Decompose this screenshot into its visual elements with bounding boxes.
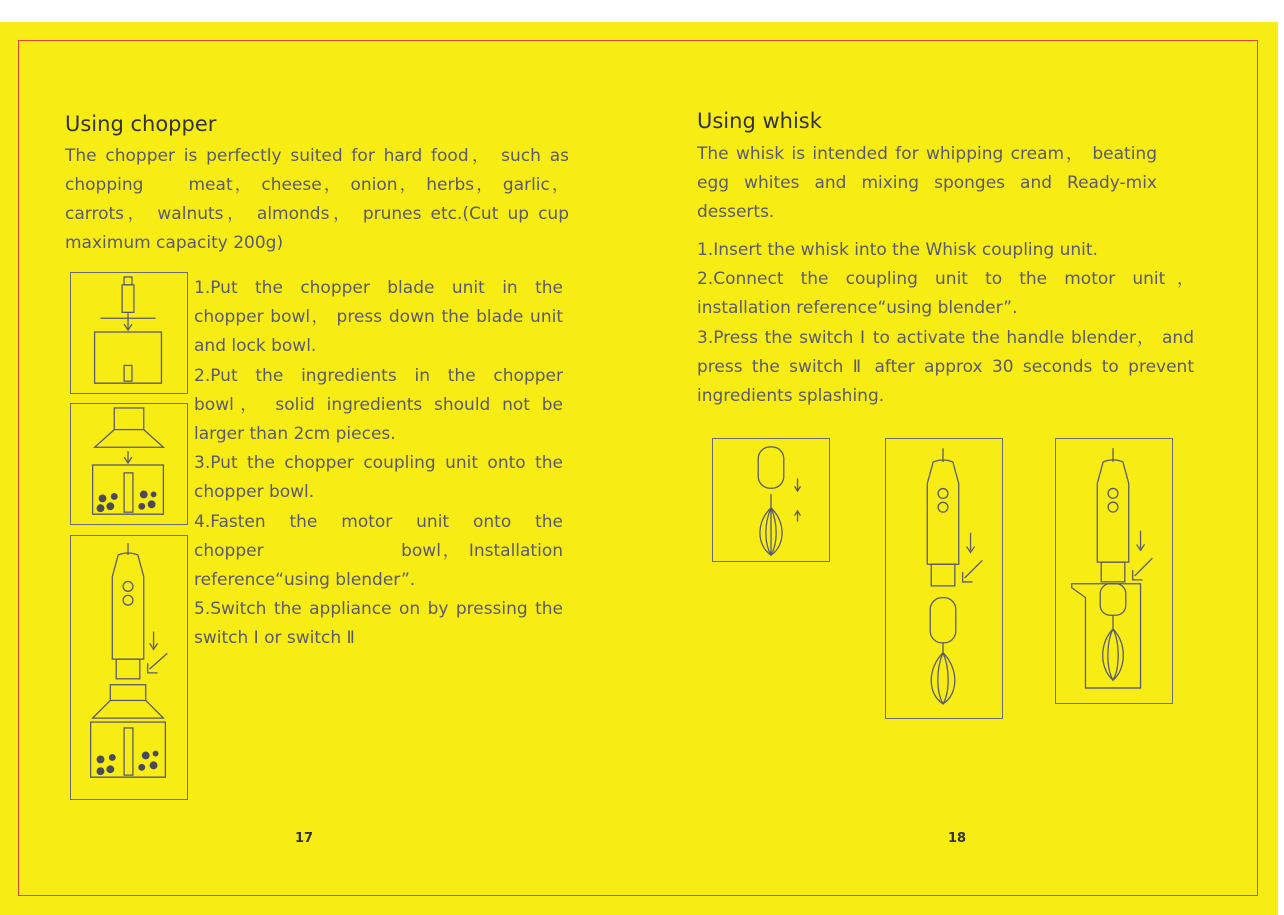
manual-spread	[0, 22, 1278, 915]
chopper-step-4: 4.Fasten the motor unit onto the chopper bowl， Installation reference“using blender”.	[194, 511, 563, 591]
page-number-left: 17	[295, 831, 314, 846]
chopper-blade-bowl-illustration	[70, 272, 188, 394]
whisk-title: Using whisk	[697, 109, 822, 133]
chopper-step-1: 1.Put the chopper blade unit in the chopper bowl， press down the blade unit and lock bowl.	[194, 278, 563, 357]
chopper-title: Using chopper	[65, 112, 217, 136]
whisk-steps	[697, 236, 1194, 411]
whisk-intro: The whisk is intended for whipping cream， beating egg whites and mixing sponges and Ready-mix desserts.	[697, 144, 1157, 222]
whisk-step-2: 2.Connect the coupling unit to the motor unit， installation reference“using blender”.	[697, 269, 1194, 319]
chopper-steps	[194, 274, 563, 654]
chopper-motor-assembly-illustration	[70, 535, 188, 800]
chopper-step-3: 3.Put the chopper coupling unit onto the chopper bowl.	[194, 453, 563, 503]
whisk-coupling-illustration	[712, 438, 830, 562]
chopper-step-2: 2.Put the ingredients in the chopper bowl， solid ingredients should not be larger than 2cm pieces.	[194, 365, 563, 445]
chopper-ingredients-illustration	[70, 403, 188, 525]
page-number-right: 18	[948, 831, 967, 846]
whisk-step-1: 1.Insert the whisk into the Whisk coupling unit.	[697, 240, 1098, 260]
whisk-motor-connect-illustration	[885, 438, 1003, 719]
whisk-in-beaker-illustration	[1055, 438, 1173, 704]
whisk-step-3: 3.Press the switch Ⅰ to activate the handle blender， and press the switch Ⅱ after approx 30 seconds to prevent ingredients splashing.	[697, 327, 1194, 407]
chopper-intro: The chopper is perfectly suited for hard food， such as chopping meat， cheese， onion， herbs， garlic， carrots， walnuts， almonds， prunes etc.(Cut up cup maximum capacity 200g)	[65, 146, 569, 253]
chopper-step-5: 5.Switch the appliance on by pressing the switch Ⅰ or switch Ⅱ	[194, 599, 563, 649]
